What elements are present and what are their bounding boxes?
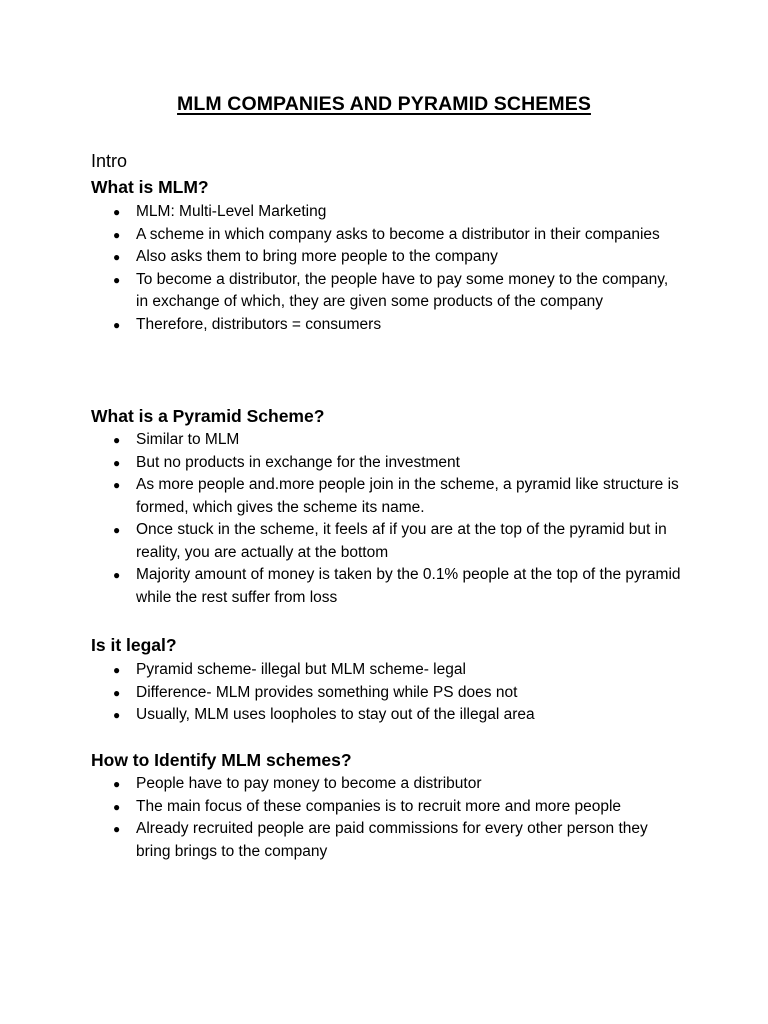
bullet-list-is-it-legal bbox=[0, 659, 768, 727]
list-item bbox=[0, 246, 684, 269]
list-item-text: Usually, MLM uses loopholes to stay out of the illegal area bbox=[136, 706, 535, 723]
list-item bbox=[0, 818, 684, 863]
list-item bbox=[0, 704, 684, 727]
intro-label: Intro bbox=[91, 151, 128, 171]
list-item bbox=[0, 429, 684, 452]
list-item bbox=[0, 519, 684, 564]
section-heading-identify-mlm: How to Identify MLM schemes? bbox=[91, 750, 352, 770]
list-item bbox=[0, 474, 684, 519]
list-item-text: Similar to MLM bbox=[136, 431, 240, 448]
list-item-text: Therefore, distributors = consumers bbox=[136, 315, 382, 333]
bullet-list-identify-mlm bbox=[0, 773, 768, 863]
list-item-text: Difference- MLM provides something while PS does not bbox=[136, 683, 518, 701]
bullet-list-pyramid-scheme bbox=[0, 429, 768, 609]
bullet-icon: ● bbox=[113, 663, 121, 677]
bullet-icon: ● bbox=[113, 478, 121, 492]
section-heading-is-it-legal: Is it legal? bbox=[91, 635, 177, 655]
list-item bbox=[0, 564, 684, 609]
bullet-icon: ● bbox=[113, 227, 121, 242]
list-item-text: A scheme in which company asks to become a distributor in their companies bbox=[136, 225, 660, 243]
list-item bbox=[0, 682, 684, 705]
list-item bbox=[0, 452, 684, 475]
list-item-text: To become a distributor, the people have to pay some money to the company, in exchange of which, they are given some products of the company bbox=[136, 270, 669, 310]
list-item bbox=[0, 269, 684, 314]
list-item bbox=[0, 796, 684, 819]
bullet-icon: ● bbox=[113, 205, 121, 219]
bullet-icon: ● bbox=[113, 272, 121, 287]
list-item-text: The main focus of these companies is to recruit more and more people bbox=[136, 797, 622, 815]
list-item bbox=[0, 314, 684, 337]
section-heading-what-is-mlm: What is MLM? bbox=[91, 177, 209, 197]
bullet-icon: ● bbox=[113, 523, 121, 537]
bullet-icon: ● bbox=[113, 777, 121, 791]
bullet-icon: ● bbox=[113, 822, 121, 836]
list-item bbox=[0, 773, 684, 796]
list-item-text: Once stuck in the scheme, it feels af if you are at the top of the pyramid but in reality, you are actually at the bottom bbox=[136, 521, 667, 561]
list-item-text: Already recruited people are paid commissions for every other person they bring brings to the company bbox=[136, 820, 648, 860]
list-item-text: People have to pay money to become a distributor bbox=[136, 775, 482, 792]
bullet-icon: ● bbox=[113, 799, 121, 814]
list-item bbox=[0, 659, 684, 682]
list-item-text: As more people and.more people join in the scheme, a pyramid like structure is formed, which gives the scheme its name. bbox=[136, 476, 679, 516]
list-item bbox=[0, 201, 684, 224]
bullet-icon: ● bbox=[113, 568, 121, 582]
list-item bbox=[0, 224, 684, 247]
bullet-icon: ● bbox=[113, 455, 121, 470]
bullet-icon: ● bbox=[113, 708, 121, 722]
bullet-list-what-is-mlm bbox=[0, 201, 768, 336]
bullet-icon: ● bbox=[113, 433, 121, 447]
bullet-icon: ● bbox=[113, 685, 121, 700]
list-item-text: MLM: Multi-Level Marketing bbox=[136, 203, 327, 220]
list-item-text: Majority amount of money is taken by the 0.1% people at the top of the pyramid while the rest suffer from loss bbox=[136, 566, 681, 606]
bullet-icon: ● bbox=[113, 317, 121, 332]
section-heading-pyramid-scheme: What is a Pyramid Scheme? bbox=[91, 406, 325, 426]
bullet-icon: ● bbox=[113, 250, 121, 264]
list-item-text: Pyramid scheme- illegal but MLM scheme- legal bbox=[136, 661, 466, 678]
list-item-text: Also asks them to bring more people to the company bbox=[136, 248, 498, 265]
list-item-text: But no products in exchange for the investment bbox=[136, 453, 460, 471]
document-title: MLM COMPANIES AND PYRAMID SCHEMES bbox=[177, 93, 591, 115]
